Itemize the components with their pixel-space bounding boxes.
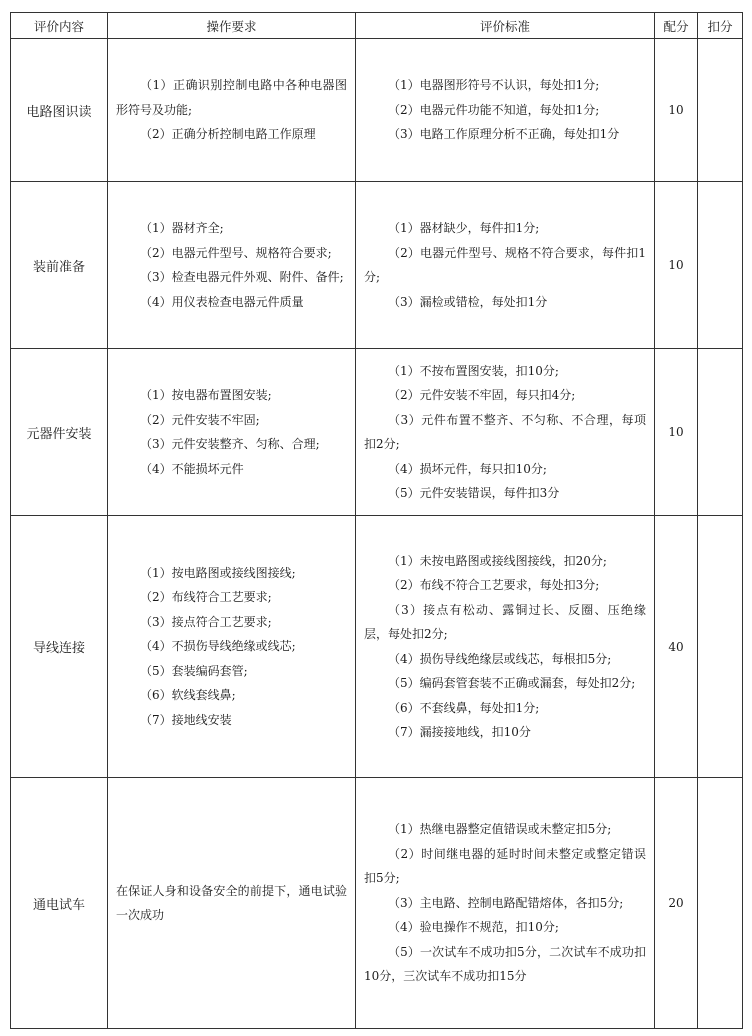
requirement-item: （1）按电路图或接线图接线;	[140, 565, 296, 580]
standard-item: （4）损伤导线绝缘层或线芯，每根扣5分;	[388, 651, 612, 666]
row-score: 20	[655, 778, 698, 1029]
table-row	[11, 349, 743, 516]
row-requirements	[108, 182, 356, 349]
requirement-item: （2）正确分析控制电路工作原理	[140, 127, 316, 142]
standard-item: （2）元件安装不牢固，每只扣4分;	[388, 388, 576, 402]
header-standards: 评价标准	[356, 13, 655, 39]
row-standards	[356, 182, 655, 349]
row-content: 电路图识读	[11, 39, 108, 182]
requirement-item: （3）元件安装整齐、匀称、合理;	[140, 437, 320, 451]
row-content: 装前准备	[11, 182, 108, 349]
row-deduction	[698, 39, 743, 182]
row-standards	[356, 516, 655, 778]
standard-item: （2）布线不符合工艺要求，每处扣3分;	[388, 578, 600, 592]
standard-item: （3）电路工作原理分析不正确，每处扣1分	[388, 127, 620, 142]
standard-item: （2）电器元件型号、规格不符合要求，每件扣1分;	[364, 245, 646, 284]
row-score: 10	[655, 182, 698, 349]
standard-item: （1）不按布置图安装，扣10分;	[388, 363, 559, 378]
row-content: 通电试车	[11, 778, 108, 1029]
standard-item: （3）漏检或错检，每处扣1分	[388, 294, 548, 309]
standard-item: （1）热继电器整定值错误或未整定扣5分;	[388, 822, 612, 837]
requirement-item: （6）软线套线鼻;	[140, 688, 236, 703]
evaluation-table	[10, 12, 743, 1029]
requirement-item: （4）用仪表检查电器元件质量	[140, 294, 304, 309]
header-deduction: 扣分	[698, 13, 743, 39]
requirement-item: （3）检查电器元件外观、附件、备件;	[140, 270, 344, 284]
requirement-item: （1）正确识别控制电路中各种电器图形符号及功能;	[116, 78, 347, 117]
row-standards	[356, 39, 655, 182]
row-deduction	[698, 516, 743, 778]
standard-item: （5）一次试车不成功扣5分，二次试车不成功扣10分，三次试车不成功扣15分	[364, 944, 646, 984]
table-row	[11, 39, 743, 182]
header-requirements: 操作要求	[108, 13, 356, 39]
standard-item: （2）电器元件功能不知道，每处扣1分;	[388, 102, 600, 117]
row-score: 40	[655, 516, 698, 778]
row-deduction	[698, 182, 743, 349]
row-content: 导线连接	[11, 516, 108, 778]
standard-item: （1）器材缺少，每件扣1分;	[388, 221, 540, 235]
row-deduction	[698, 778, 743, 1029]
requirement-item: （2）布线符合工艺要求;	[140, 590, 272, 605]
requirement-item: （7）接地线安装	[140, 712, 232, 727]
row-standards	[356, 778, 655, 1029]
standard-item: （7）漏接接地线，扣10分	[388, 725, 531, 739]
standard-item: （6）不套线鼻，每处扣1分;	[388, 700, 540, 715]
row-requirements	[108, 516, 356, 778]
requirement-item: （1）按电器布置图安装;	[140, 388, 272, 402]
standard-item: （1）电器图形符号不认识，每处扣1分;	[388, 78, 600, 93]
header-score: 配分	[655, 13, 698, 39]
standard-item: （5）编码套管套装不正确或漏套，每处扣2分;	[388, 676, 636, 690]
requirement-item: （2）电器元件型号、规格符合要求;	[140, 245, 332, 260]
standard-item: （3）元件布置不整齐、不匀称、不合理，每项扣2分;	[364, 412, 646, 451]
requirement-item: （5）套装编码套管;	[140, 663, 248, 678]
row-deduction	[698, 349, 743, 516]
row-content: 元器件安装	[11, 349, 108, 516]
row-score: 10	[655, 39, 698, 182]
requirement-item: （4）不能损坏元件	[140, 461, 244, 476]
standard-item: （1）未按电路图或接线图接线，扣20分;	[388, 553, 607, 568]
requirement-item: 在保证人身和设备安全的前提下，通电试验一次成功	[116, 883, 347, 922]
standard-item: （3）接点有松动、露铜过长、反圈、压绝缘层，每处扣2分;	[364, 602, 646, 641]
requirement-item: （1）器材齐全;	[140, 221, 224, 235]
requirement-item: （4）不损伤导线绝缘或线芯;	[140, 639, 296, 654]
row-requirements	[108, 39, 356, 182]
header-content: 评价内容	[11, 13, 108, 39]
requirement-item: （3）接点符合工艺要求;	[140, 614, 272, 629]
standard-item: （2）时间继电器的延时时间未整定或整定错误扣5分;	[364, 846, 646, 886]
row-standards	[356, 349, 655, 516]
table-row	[11, 516, 743, 778]
requirement-item: （2）元件安装不牢固;	[140, 412, 260, 427]
header-row	[11, 13, 743, 39]
standard-item: （5）元件安装错误，每件扣3分	[388, 486, 560, 500]
row-requirements	[108, 349, 356, 516]
standard-item: （4）验电操作不规范，扣10分;	[388, 920, 559, 935]
row-score: 10	[655, 349, 698, 516]
row-requirements	[108, 778, 356, 1029]
table-row	[11, 182, 743, 349]
standard-item: （4）损坏元件，每只扣10分;	[388, 461, 547, 476]
standard-item: （3）主电路、控制电路配错熔体，各扣5分;	[388, 895, 624, 910]
table-row	[11, 778, 743, 1029]
